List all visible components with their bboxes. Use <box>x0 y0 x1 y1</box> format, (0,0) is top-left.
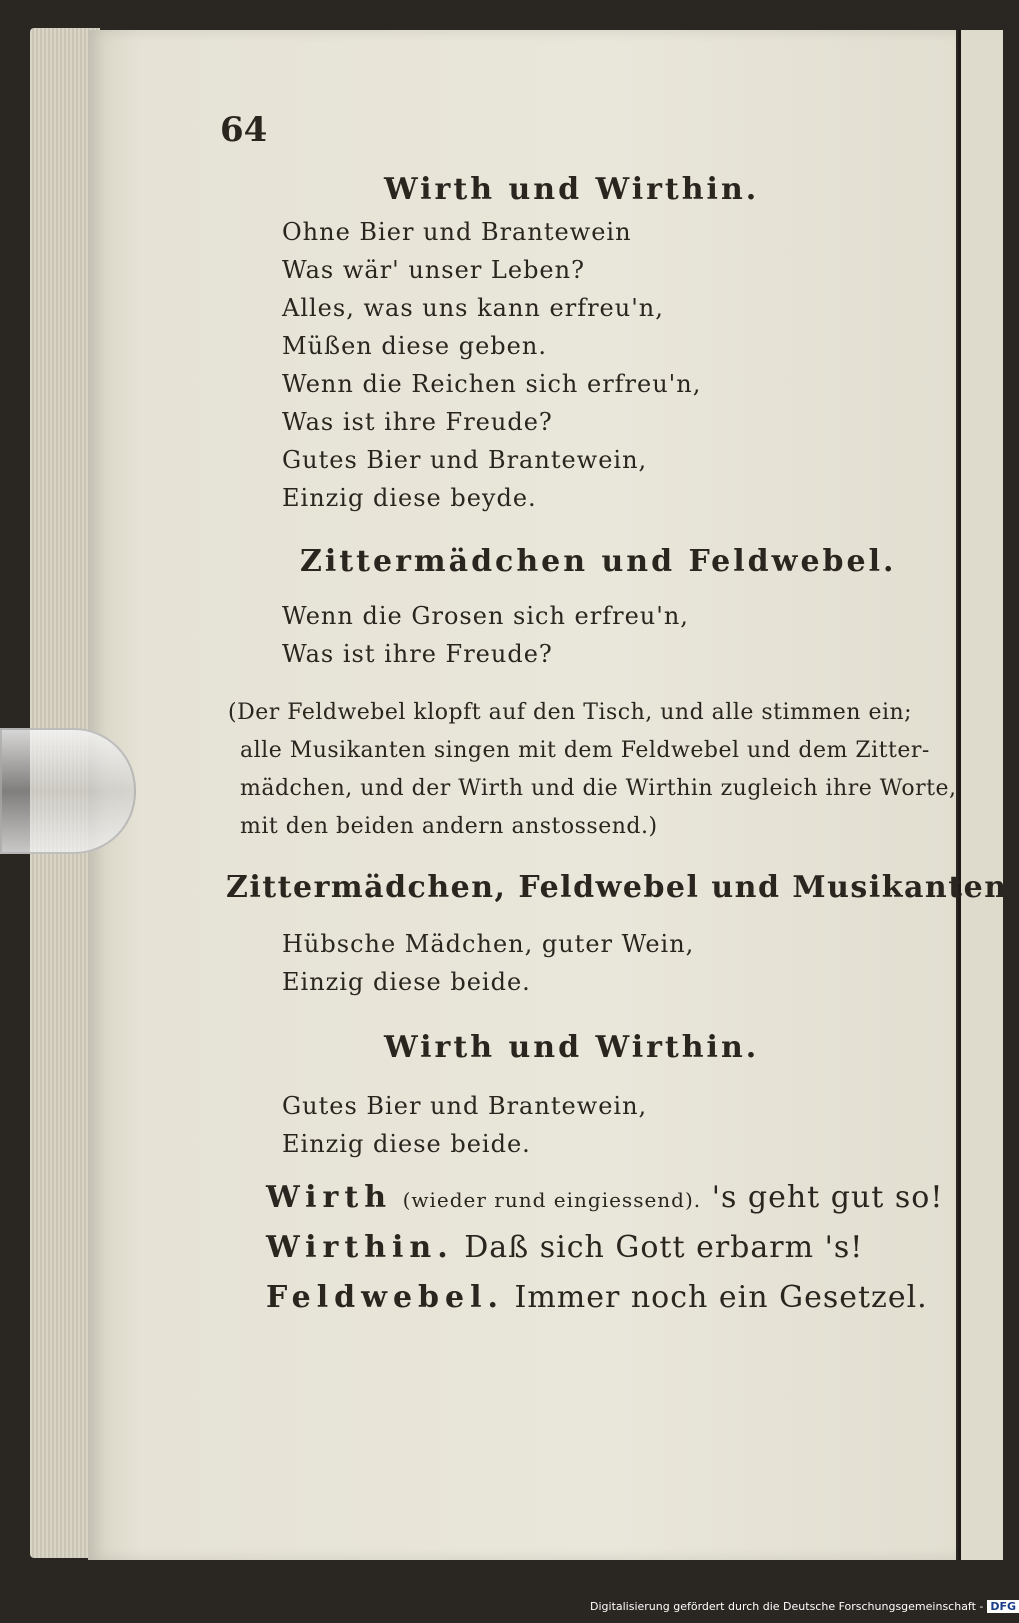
section-heading-2: Zittermädchen und Feldwebel. <box>300 544 897 579</box>
stage-direction-line: alle Musikanten singen mit dem Feldwebel und dem Zitter- <box>240 738 930 763</box>
page-number: 64 <box>220 110 268 150</box>
verse-line: Hübsche Mädchen, guter Wein, <box>282 930 695 958</box>
section-heading-1: Wirth und Wirthin. <box>384 172 760 207</box>
dialogue-line <box>266 1280 928 1315</box>
speech-text: Daß sich Gott erbarm 's! <box>464 1230 864 1265</box>
section-heading-3: Zittermädchen, Feldwebel und Musikanten <box>226 870 1008 905</box>
verse-line: Wenn die Grosen sich erfreu'n, <box>282 602 689 630</box>
verse-line: Einzig diese beide. <box>282 968 531 996</box>
speaker-name: Wirthin. <box>266 1230 454 1265</box>
verse-line: Einzig diese beyde. <box>282 484 537 512</box>
digitization-footer <box>590 1600 1019 1620</box>
verse-line: Was ist ihre Freude? <box>282 640 553 668</box>
verse-line: Ohne Bier und Brantewein <box>282 218 632 246</box>
verse-line: Was wär' unser Leben? <box>282 256 585 284</box>
verse-line: Einzig diese beide. <box>282 1130 531 1158</box>
section-heading-4: Wirth und Wirthin. <box>384 1030 760 1065</box>
footer-text: Digitalisierung gefördert durch die Deutsche Forschungsgemeinschaft - <box>590 1600 984 1613</box>
stage-direction-line: mit den beiden andern anstossend.) <box>240 814 658 839</box>
verse-line: Wenn die Reichen sich erfreu'n, <box>282 370 702 398</box>
verse-line: Alles, was uns kann erfreu'n, <box>282 294 664 322</box>
dfg-logo: DFG <box>987 1600 1019 1613</box>
stage-direction-line: mädchen, und der Wirth und die Wirthin zugleich ihre Worte, <box>240 776 957 801</box>
verse-line: Was ist ihre Freude? <box>282 408 553 436</box>
speaker-name: Feldwebel. <box>266 1280 504 1315</box>
speech-direction: (wieder rund eingiessend). <box>402 1188 702 1212</box>
stage-direction-line: (Der Feldwebel klopft auf den Tisch, und alle stimmen ein; <box>228 700 913 725</box>
glass-page-holder <box>0 728 136 854</box>
verse-line: Müßen diese geben. <box>282 332 547 360</box>
speaker-name: Wirth <box>266 1180 393 1215</box>
dialogue-line <box>266 1230 863 1265</box>
speech-text: Immer noch ein Gesetzel. <box>514 1280 928 1315</box>
verse-line: Gutes Bier und Brantewein, <box>282 446 648 474</box>
speech-text: 's geht gut so! <box>711 1180 944 1215</box>
verse-line: Gutes Bier und Brantewein, <box>282 1092 648 1120</box>
dialogue-line <box>266 1180 943 1215</box>
